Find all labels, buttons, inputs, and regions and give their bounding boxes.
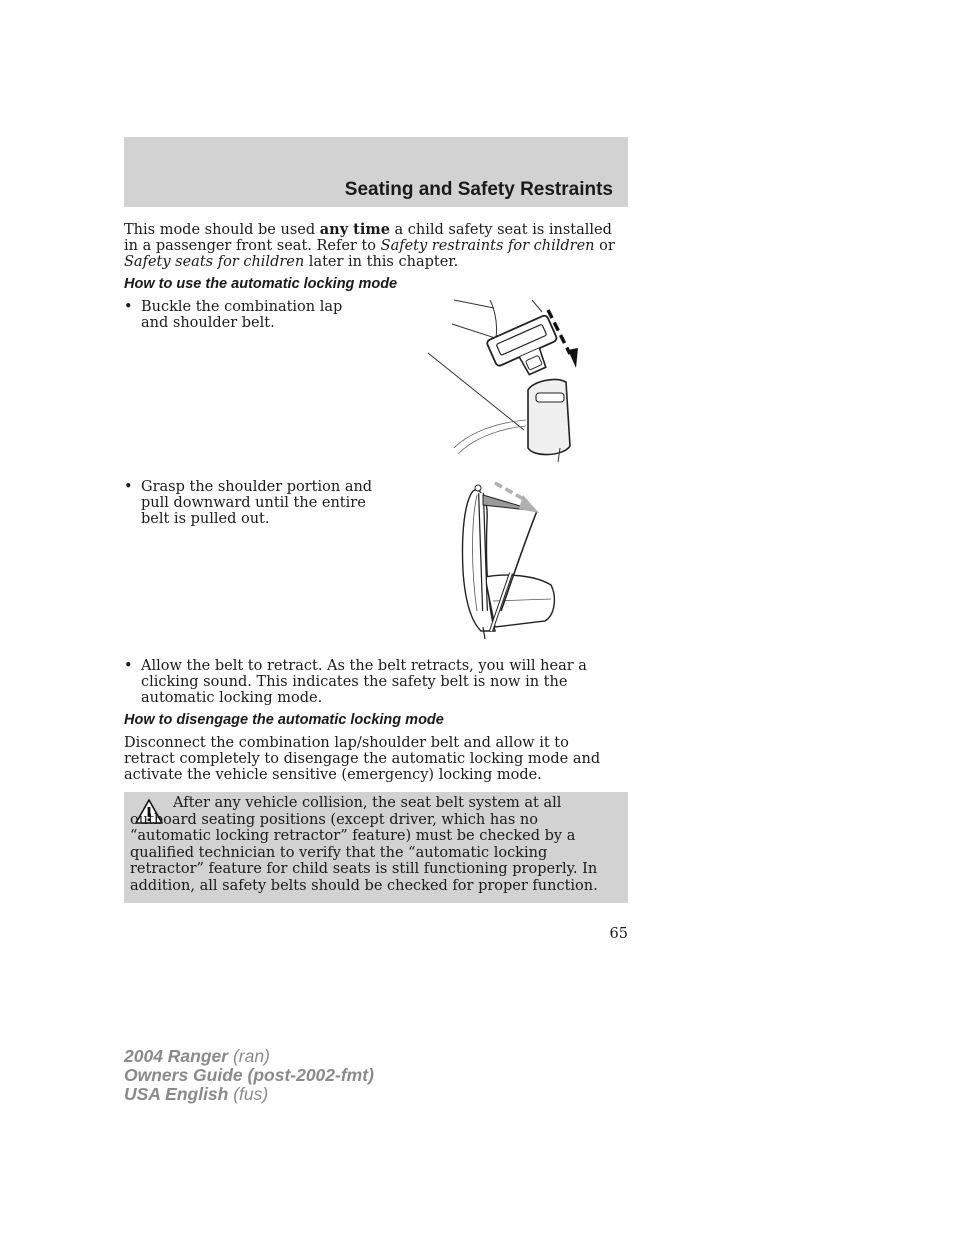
warning-text: After any vehicle collision, the seat belt system at all outboard seating positions (except driver, which has no “automatic locking retractor” feature) must be checked by a qualified technician to verify that the “automatic locking retractor” feature for child seats is still functioning properly. In addition, all safety belts should be checked for proper function. bbox=[130, 795, 598, 894]
page-number: 65 bbox=[609, 926, 628, 942]
footer bbox=[124, 1047, 374, 1104]
section-header-band bbox=[124, 137, 628, 207]
bullet-text: Allow the belt to retract. As the belt retracts, you will hear a clicking sound. This indicates the safety belt is now in the automatic locking mode. bbox=[141, 658, 587, 706]
buckle-illustration bbox=[424, 298, 590, 464]
bullet-grasp bbox=[124, 479, 374, 527]
bullet-dot: • bbox=[124, 658, 133, 674]
footer-line-1: 2004 Ranger (ran) bbox=[124, 1046, 270, 1066]
footer-line-2: Owners Guide (post-2002-fmt) bbox=[124, 1065, 374, 1085]
section-title: Seating and Safety Restraints bbox=[344, 179, 613, 200]
footer-line-3: USA English (fus) bbox=[124, 1084, 269, 1104]
intro-paragraph: This mode should be used any time a child safety seat is installed in a passenger front seat. Refer to Safety restraints for children or Safety seats for children later in this chapter. bbox=[124, 221, 615, 270]
disengage-paragraph: Disconnect the combination lap/shoulder belt and allow it to retract completely to disengage the automatic locking mode and activate the vehicle sensitive (emergency) locking mode. bbox=[124, 735, 601, 783]
bullet-dot: • bbox=[124, 479, 133, 495]
bullet-buckle bbox=[124, 299, 374, 331]
bullet-retract bbox=[124, 658, 624, 706]
warning-box bbox=[124, 792, 628, 903]
automatic-locking-heading: How to use the automatic locking mode bbox=[124, 276, 398, 292]
bullet-text: Grasp the shoulder portion and pull downward until the entire belt is pulled out. bbox=[141, 479, 373, 527]
bullet-dot: • bbox=[124, 299, 133, 315]
seat-belt-pull-illustration bbox=[455, 481, 565, 641]
arrow-down-icon bbox=[568, 348, 578, 368]
bullet-text: Buckle the combination lap and shoulder belt. bbox=[141, 299, 343, 331]
disengage-heading: How to disengage the automatic locking mode bbox=[124, 712, 444, 728]
